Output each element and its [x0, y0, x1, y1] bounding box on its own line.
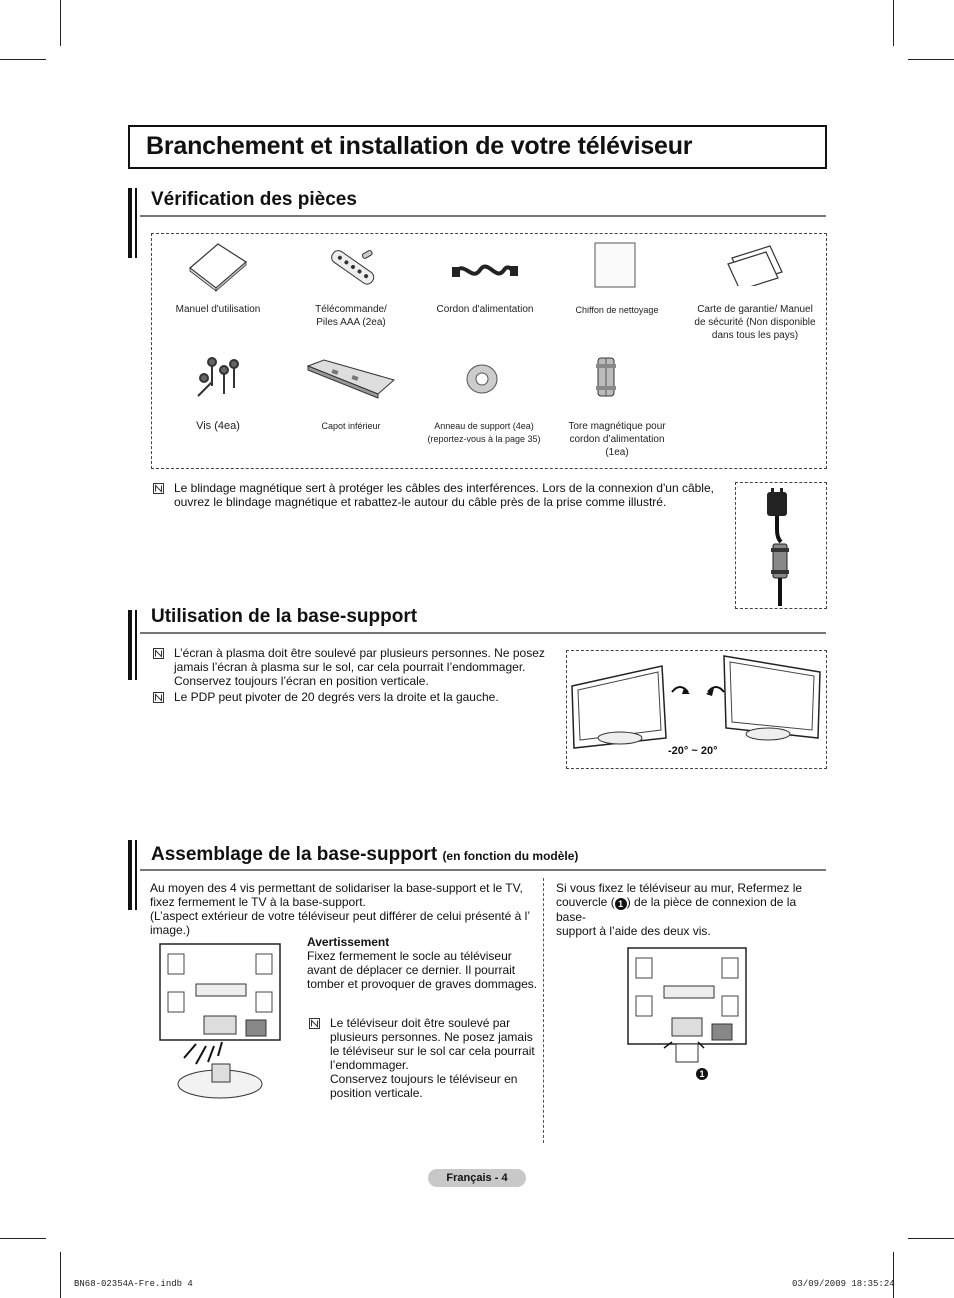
- note-icon: [153, 692, 164, 703]
- crop-mark: [0, 1238, 46, 1239]
- caption-line: Tore magnétique pour: [568, 421, 666, 432]
- note-icon: [153, 648, 164, 659]
- page-title: Branchement et installation de votre téléviseur: [146, 132, 693, 160]
- power-cord-icon: [450, 252, 520, 286]
- section-marker: [128, 610, 132, 680]
- item-caption: Capot inférieur: [321, 421, 381, 431]
- note-icon: [309, 1018, 320, 1029]
- item-caption: Manuel d'utilisation: [175, 304, 261, 315]
- section-marker: [135, 610, 137, 680]
- note-line: ouvrez le blindage magnétique et rabattez-le autour du câble près de la prise comme illustré.: [174, 495, 667, 509]
- text-line: avant de déplacer ce dernier. Il pourrait: [307, 963, 516, 977]
- note-line: Conservez toujours le téléviseur en: [330, 1072, 518, 1086]
- cover-callout-marker: 1: [696, 1068, 708, 1080]
- note-line: jamais l’écran à plasma sur le sol, car cela pourrait l’endommager.: [174, 660, 526, 674]
- section-divider: [140, 632, 826, 634]
- item-caption: Cordon d'alimentation: [436, 304, 534, 315]
- text-line: tomber et provoquer de graves dommages.: [307, 977, 538, 991]
- text-line: [556, 895, 828, 924]
- crop-mark: [893, 0, 894, 46]
- caption-line: (1ea): [605, 447, 629, 458]
- angle-label: -20° ~ 20°: [668, 745, 718, 757]
- text-line: Si vous fixez le téléviseur au mur, Refermez le: [556, 881, 803, 895]
- item-caption: [420, 420, 548, 446]
- crop-mark: [908, 59, 954, 60]
- text-line: fixez fermement le TV à la base-support.: [150, 895, 366, 909]
- text-line: image.): [150, 923, 191, 937]
- note-line: Le téléviseur doit être soulevé par: [330, 1016, 511, 1030]
- manual-icon: [186, 240, 248, 292]
- section-marker: [128, 840, 132, 910]
- caption-line: cordon d’alimentation: [569, 434, 665, 445]
- note-line: Le blindage magnétique sert à protéger les câbles des interférences. Lors de la connexion d'un câble,: [174, 481, 714, 495]
- caption-line: de sécurité (Non disponible: [694, 317, 816, 328]
- tv-back-cover-illustration: [624, 944, 752, 1076]
- holder-ring-icon: [464, 362, 500, 396]
- section-title-verification: Vérification des pièces: [151, 189, 357, 210]
- bottom-cover-icon: [304, 356, 396, 400]
- section-marker: [135, 188, 137, 258]
- note-line: position verticale.: [330, 1086, 423, 1100]
- caption-line: Piles AAA (2ea): [316, 317, 386, 328]
- section-divider: [140, 869, 826, 871]
- section-divider: [140, 215, 826, 217]
- crop-mark: [893, 1252, 894, 1298]
- note-text: [174, 481, 714, 509]
- crop-mark: [0, 59, 46, 60]
- note-line: L’écran à plasma doit être soulevé par plusieurs personnes. Ne posez: [174, 646, 545, 660]
- note-line: le téléviseur sur le sol car cela pourrait: [330, 1044, 535, 1058]
- text-line: Fixez fermement le socle au téléviseur: [307, 949, 512, 963]
- note-icon: [153, 483, 164, 494]
- remote-control-icon: [318, 240, 384, 296]
- item-caption: Chiffon de nettoyage: [575, 305, 659, 315]
- crop-mark: [60, 1252, 61, 1298]
- section-marker: [128, 188, 132, 258]
- note-line: plusieurs personnes. Ne posez jamais: [330, 1030, 533, 1044]
- print-slug-timestamp: 03/09/2009 18:35:24: [792, 1279, 895, 1289]
- print-slug-file: BN68-02354A-Fre.indb 4: [74, 1279, 193, 1289]
- note-line: Conservez toujours l’écran en position verticale.: [174, 674, 429, 688]
- text-line: support à l’aide des deux vis.: [556, 924, 711, 938]
- crop-mark: [908, 1238, 954, 1239]
- assembly-intro: [150, 881, 535, 937]
- text-part: couvercle (: [556, 895, 615, 909]
- warning-block: [307, 935, 537, 991]
- item-caption: [560, 420, 674, 459]
- cleaning-cloth-icon: [592, 240, 638, 292]
- assembly-title-text: Assemblage de la base-support: [151, 844, 438, 865]
- note-text: [330, 1016, 535, 1100]
- caption-line: (reportez-vous à la page 35): [427, 434, 541, 444]
- warranty-card-icon: [726, 244, 788, 286]
- cable-with-ferrite-icon: [745, 486, 815, 606]
- text-part: ) de la pièce de connexion de la base-: [556, 895, 797, 924]
- caption-line: dans tous les pays): [711, 330, 799, 341]
- text-line: (L’aspect extérieur de votre téléviseur peut différer de celui présenté à l’: [150, 909, 530, 923]
- page-title-box: [128, 125, 827, 169]
- item-caption: [688, 303, 822, 342]
- page-number-tab: Français - 4: [428, 1169, 526, 1187]
- caption-line: Carte de garantie/ Manuel: [697, 304, 813, 315]
- note-line: l’endommager.: [330, 1058, 409, 1072]
- ferrite-core-icon: [594, 354, 618, 400]
- section-title-assembly: [151, 844, 578, 866]
- text-line: Au moyen des 4 vis permettant de solidariser la base-support et le TV,: [150, 881, 523, 895]
- crop-mark: [60, 0, 61, 46]
- wall-mount-note: [556, 881, 828, 938]
- column-divider: [543, 878, 544, 1143]
- item-caption: [296, 303, 406, 329]
- caption-line: Télécommande/: [315, 304, 387, 315]
- item-caption: Vis (4ea): [196, 420, 240, 432]
- screws-icon: [194, 356, 246, 404]
- assembly-subtitle: (en fonction du modèle): [442, 849, 579, 863]
- warning-title: Avertissement: [307, 935, 390, 949]
- cover-callout-badge: 1: [615, 898, 627, 910]
- note-text: [174, 646, 545, 688]
- caption-line: Anneau de support (4ea): [434, 421, 534, 431]
- note-text: Le PDP peut pivoter de 20 degrés vers la droite et la gauche.: [174, 690, 499, 704]
- tv-back-stand-assembly-illustration: [156, 940, 286, 1104]
- section-marker: [135, 840, 137, 910]
- section-title-base-support: Utilisation de la base-support: [151, 606, 418, 627]
